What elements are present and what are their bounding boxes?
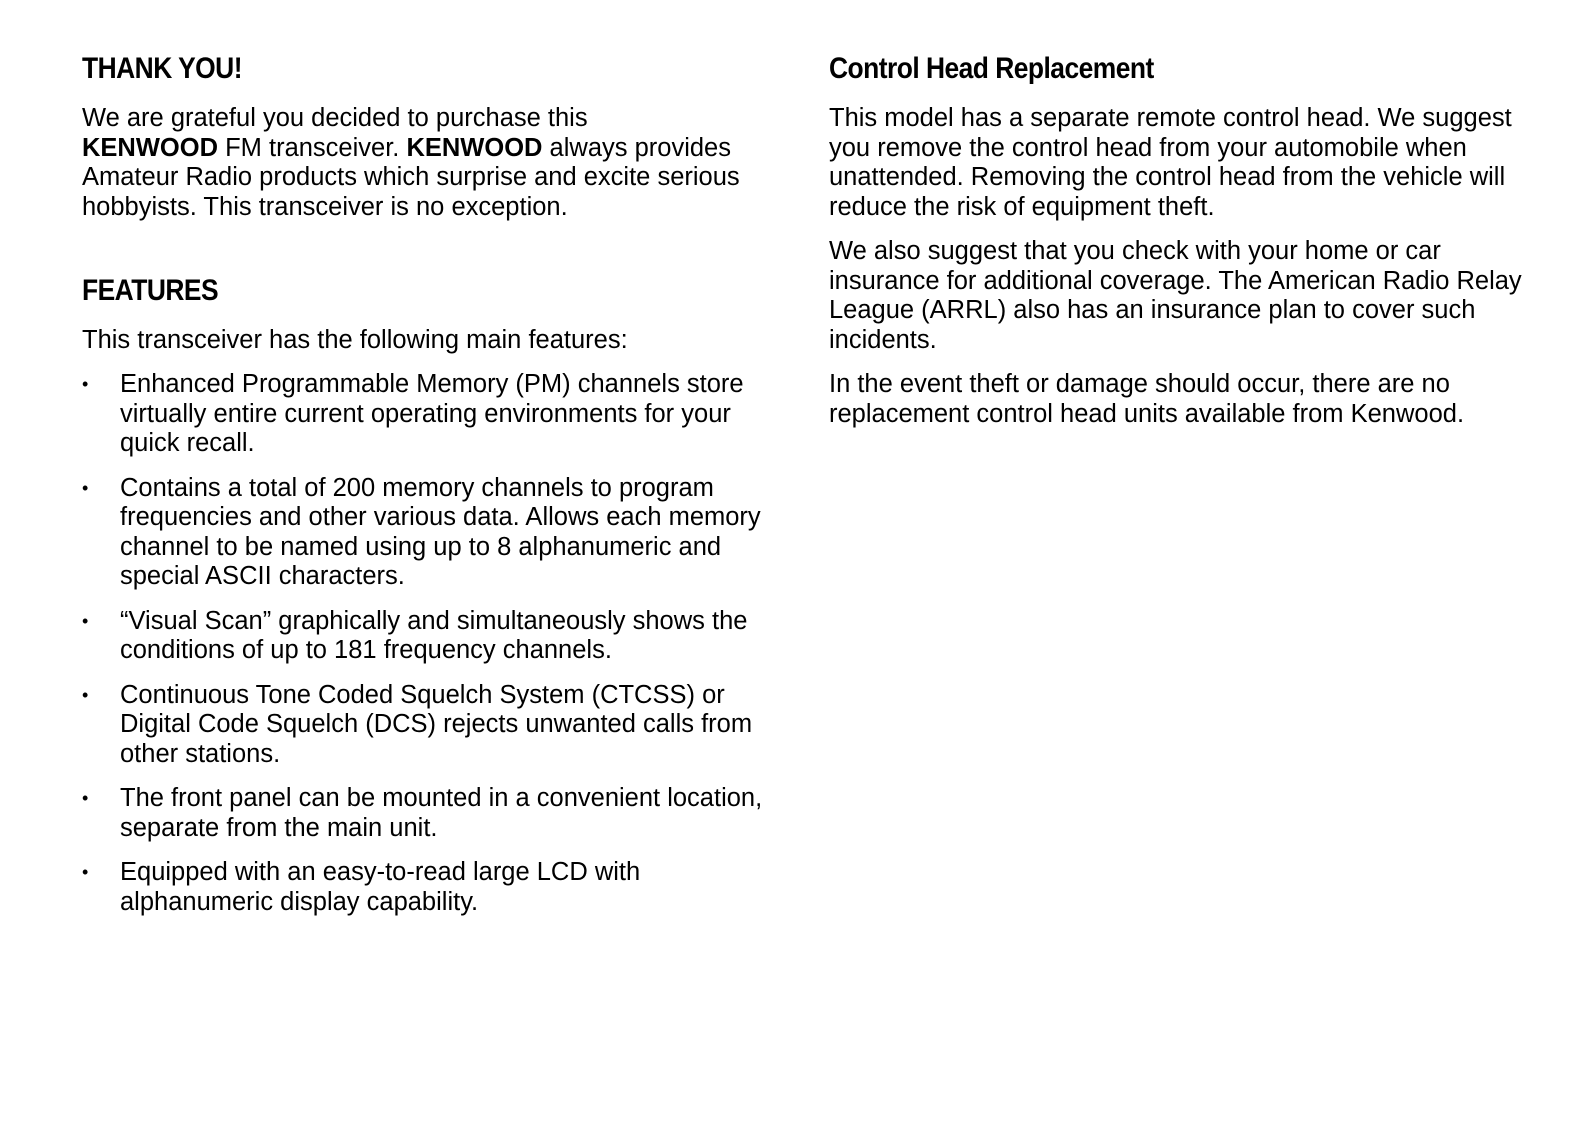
feature-item bbox=[82, 607, 772, 666]
control-head-paragraph-1: This model has a separate remote control head. We suggest you remove the control head from your automobile when unattended. Removing the control head from the vehicle will reduce the risk of equipment theft. bbox=[829, 104, 1512, 221]
bullet-icon: • bbox=[82, 862, 89, 883]
feature-item bbox=[82, 784, 772, 843]
bullet-icon: • bbox=[82, 684, 89, 705]
feature-text: “Visual Scan” graphically and simultaneously shows the conditions of up to 181 frequency channels. bbox=[120, 606, 748, 665]
feature-text: Equipped with an easy-to-read large LCD with alphanumeric display capability. bbox=[120, 858, 641, 916]
thank-you-text-3: always provides Amateur Radio products which surprise and excite serious hobbyists. This transceiver is no exception. bbox=[82, 133, 740, 221]
control-head-paragraph-3: In the event theft or damage should occur, there are no replacement control head units available from Kenwood. bbox=[829, 370, 1465, 428]
thank-you-text-1: We are grateful you decided to purchase this bbox=[82, 104, 588, 132]
features-intro: This transceiver has the following main features: bbox=[82, 326, 628, 355]
feature-item bbox=[82, 474, 772, 592]
feature-text: Continuous Tone Coded Squelch System (CTCSS) or Digital Code Squelch (DCS) rejects unwanted calls from other stations. bbox=[120, 680, 753, 768]
bullet-icon: • bbox=[82, 477, 89, 498]
brand-name-1: KENWOOD bbox=[82, 133, 218, 162]
feature-text: Contains a total of 200 memory channels to program frequencies and other various data. Allows each memory channel to be named using up to 8 alphanumeric and special ASCII characters. bbox=[120, 473, 761, 591]
bullet-icon: • bbox=[82, 610, 89, 631]
features-heading: FEATURES bbox=[82, 274, 219, 308]
features-list bbox=[82, 370, 772, 917]
control-head-heading: Control Head Replacement bbox=[829, 52, 1154, 85]
feature-item bbox=[82, 370, 772, 459]
left-column bbox=[82, 50, 772, 932]
bullet-icon: • bbox=[82, 788, 89, 809]
right-column bbox=[829, 50, 1529, 430]
thank-you-heading: THANK YOU! bbox=[82, 52, 242, 85]
feature-item bbox=[82, 681, 772, 770]
feature-text: Enhanced Programmable Memory (PM) channels store virtually entire current operating environments for your quick recall. bbox=[120, 369, 744, 458]
brand-name-2: KENWOOD bbox=[406, 133, 543, 162]
feature-item bbox=[82, 858, 772, 917]
feature-text: The front panel can be mounted in a convenient location, separate from the main unit. bbox=[120, 784, 763, 842]
control-head-paragraph-2: We also suggest that you check with your home or car insurance for additional coverage. The American Radio Relay League (ARRL) also has an insurance plan to cover such incidents. bbox=[829, 237, 1522, 354]
thank-you-text-2: FM transceiver. bbox=[218, 133, 407, 162]
thank-you-paragraph bbox=[82, 104, 772, 222]
bullet-icon: • bbox=[82, 373, 89, 394]
